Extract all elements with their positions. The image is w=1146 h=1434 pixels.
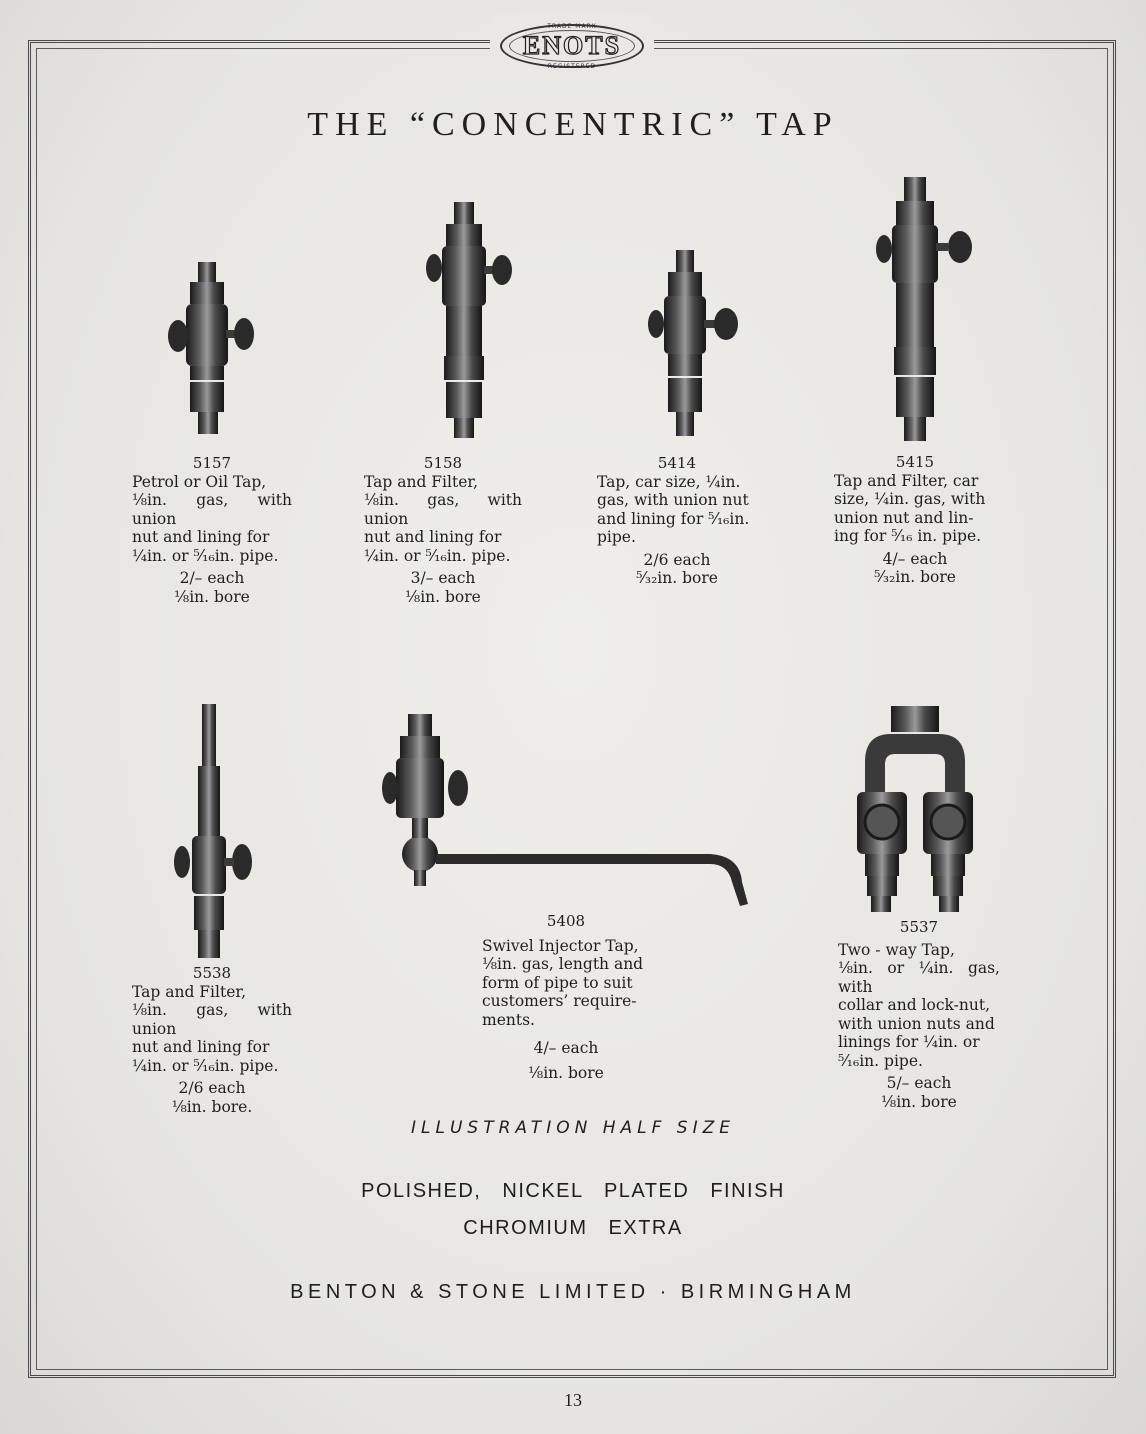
product-description: Tap and Filter, ⅛in. gas, with union nut and lining for ¼in. or ⁵⁄₁₆in. pipe. xyxy=(132,982,292,1075)
product-bore: ⅛in. bore xyxy=(881,1092,957,1111)
finish-line-2: CHROMIUM EXTRA xyxy=(463,1217,683,1239)
page-number: 13 xyxy=(564,1390,582,1410)
product-5157 xyxy=(132,454,292,606)
product-price: 2/6 each xyxy=(643,550,711,569)
page-title: THE “CONCENTRIC” TAP xyxy=(307,106,839,143)
logo-text: ENOTS xyxy=(522,31,622,60)
product-5538 xyxy=(132,964,292,1116)
company-name: BENTON & STONE LIMITED · BIRMINGHAM xyxy=(290,1281,856,1303)
logo-trade-mark: TRADE MARK xyxy=(547,23,597,30)
product-code: 5538 xyxy=(192,964,232,982)
tap-5414-image xyxy=(640,248,750,440)
product-bore: ⅛in. bore xyxy=(405,587,481,606)
product-bore: ⅛in. bore xyxy=(528,1063,604,1082)
tap-5408-image xyxy=(380,712,752,908)
logo-registered: REGISTERED xyxy=(547,63,597,70)
product-5158 xyxy=(364,454,522,606)
logo-oval xyxy=(500,24,644,68)
product-5415 xyxy=(834,453,996,587)
product-price: 5/– each xyxy=(886,1074,952,1092)
product-code: 5158 xyxy=(423,454,463,472)
product-description: Petrol or Oil Tap, ⅛in. gas, with union nut and lining for ¼in. or ⁵⁄₁₆in. pipe. xyxy=(132,472,292,565)
product-code: 5537 xyxy=(899,918,939,936)
product-description: Tap, car size, ¼in. gas, with union nut and lining for ⁵⁄₁₆in. pipe. xyxy=(597,472,750,546)
product-price: 3/– each xyxy=(410,569,476,587)
tap-5538-image xyxy=(168,702,268,962)
product-bore: ⅛in. bore xyxy=(174,587,250,606)
product-5537 xyxy=(838,918,1000,1111)
finish-line-1: POLISHED, NICKEL PLATED FINISH xyxy=(361,1180,785,1202)
product-code: 5415 xyxy=(895,453,935,471)
product-code: 5408 xyxy=(546,912,586,930)
tap-5537-image xyxy=(855,704,975,914)
product-bore: ⁵⁄₃₂in. bore xyxy=(874,568,956,586)
product-price: 4/– each xyxy=(533,1039,599,1057)
product-bore: ⅛in. bore. xyxy=(171,1097,253,1116)
product-price: 2/– each xyxy=(179,569,245,587)
illustration-note: ILLUSTRATION HALF SIZE xyxy=(411,1118,735,1138)
product-price: 4/– each xyxy=(882,549,948,568)
product-description: Tap and Filter, car size, ¼in. gas, with union nut and lin- ing for ⁵⁄₁₆ in. pipe. xyxy=(834,471,986,545)
product-code: 5157 xyxy=(192,454,232,472)
product-price: 2/6 each xyxy=(178,1079,246,1097)
tap-5158-image xyxy=(418,200,528,440)
product-description: Swivel Injector Tap, ⅛in. gas, length and form of pipe to suit customers’ require- ments. xyxy=(482,936,644,1029)
product-5414 xyxy=(597,454,757,588)
enots-logo xyxy=(490,14,654,74)
product-description: Tap and Filter, ⅛in. gas, with union nut and lining for ¼in. or ⁵⁄₁₆in. pipe. xyxy=(364,472,522,565)
product-code: 5414 xyxy=(657,454,697,472)
tap-5415-image xyxy=(870,175,980,445)
tap-5157-image xyxy=(160,258,270,438)
product-5408 xyxy=(482,912,650,1082)
product-description: Two - way Tap, ⅛in. or ¼in. gas, with collar and lock-nut, with union nuts and linings for ¼in. or ⁵⁄₁₆in. pipe. xyxy=(838,940,1000,1070)
product-bore: ⁵⁄₃₂in. bore xyxy=(636,569,718,587)
